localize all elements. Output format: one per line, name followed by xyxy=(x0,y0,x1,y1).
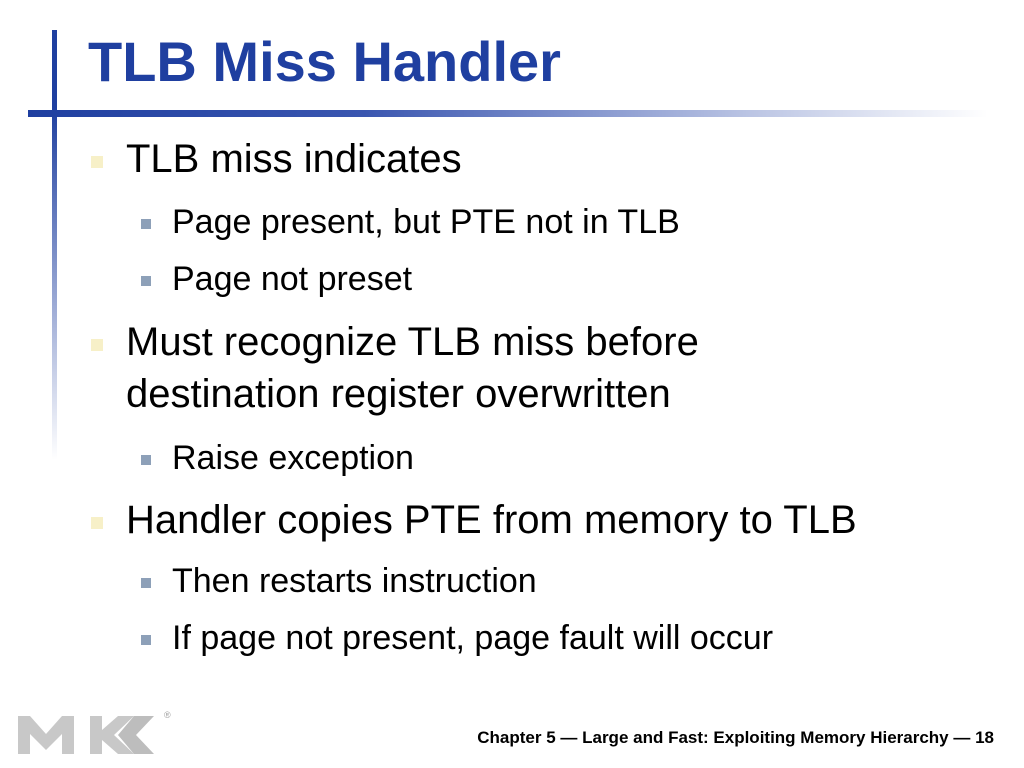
sub-bullet-marker-square xyxy=(141,578,151,588)
bullet-level1: TLB miss indicates xyxy=(126,137,462,181)
logo-trademark: ® xyxy=(164,710,171,720)
bullet-level1: Handler copies PTE from memory to TLB xyxy=(126,498,857,542)
slide-footer: Chapter 5 — Large and Fast: Exploiting Memory Hierarchy — 18 xyxy=(477,728,994,747)
bullet-level1-line2: destination register overwritten xyxy=(126,372,671,416)
bullet-level2: If page not present, page fault will occur xyxy=(172,619,774,657)
bullet-marker-square xyxy=(91,156,103,168)
slide-title: TLB Miss Handler xyxy=(88,30,561,93)
sub-bullet-marker-square xyxy=(141,276,151,286)
sub-bullet-marker-square xyxy=(141,219,151,229)
mk-publisher-logo-icon xyxy=(18,708,178,760)
bullet-marker-square xyxy=(91,517,103,529)
sub-bullet-marker-square xyxy=(141,455,151,465)
bullet-marker-square xyxy=(91,339,103,351)
sub-bullet-marker-square xyxy=(141,635,151,645)
bullet-level2: Raise exception xyxy=(172,439,414,477)
bullet-level2: Page not preset xyxy=(172,260,413,298)
bullet-level2: Then restarts instruction xyxy=(172,562,537,600)
bullet-level2: Page present, but PTE not in TLB xyxy=(172,203,680,241)
bullet-level1-line1: Must recognize TLB miss before xyxy=(126,320,699,364)
